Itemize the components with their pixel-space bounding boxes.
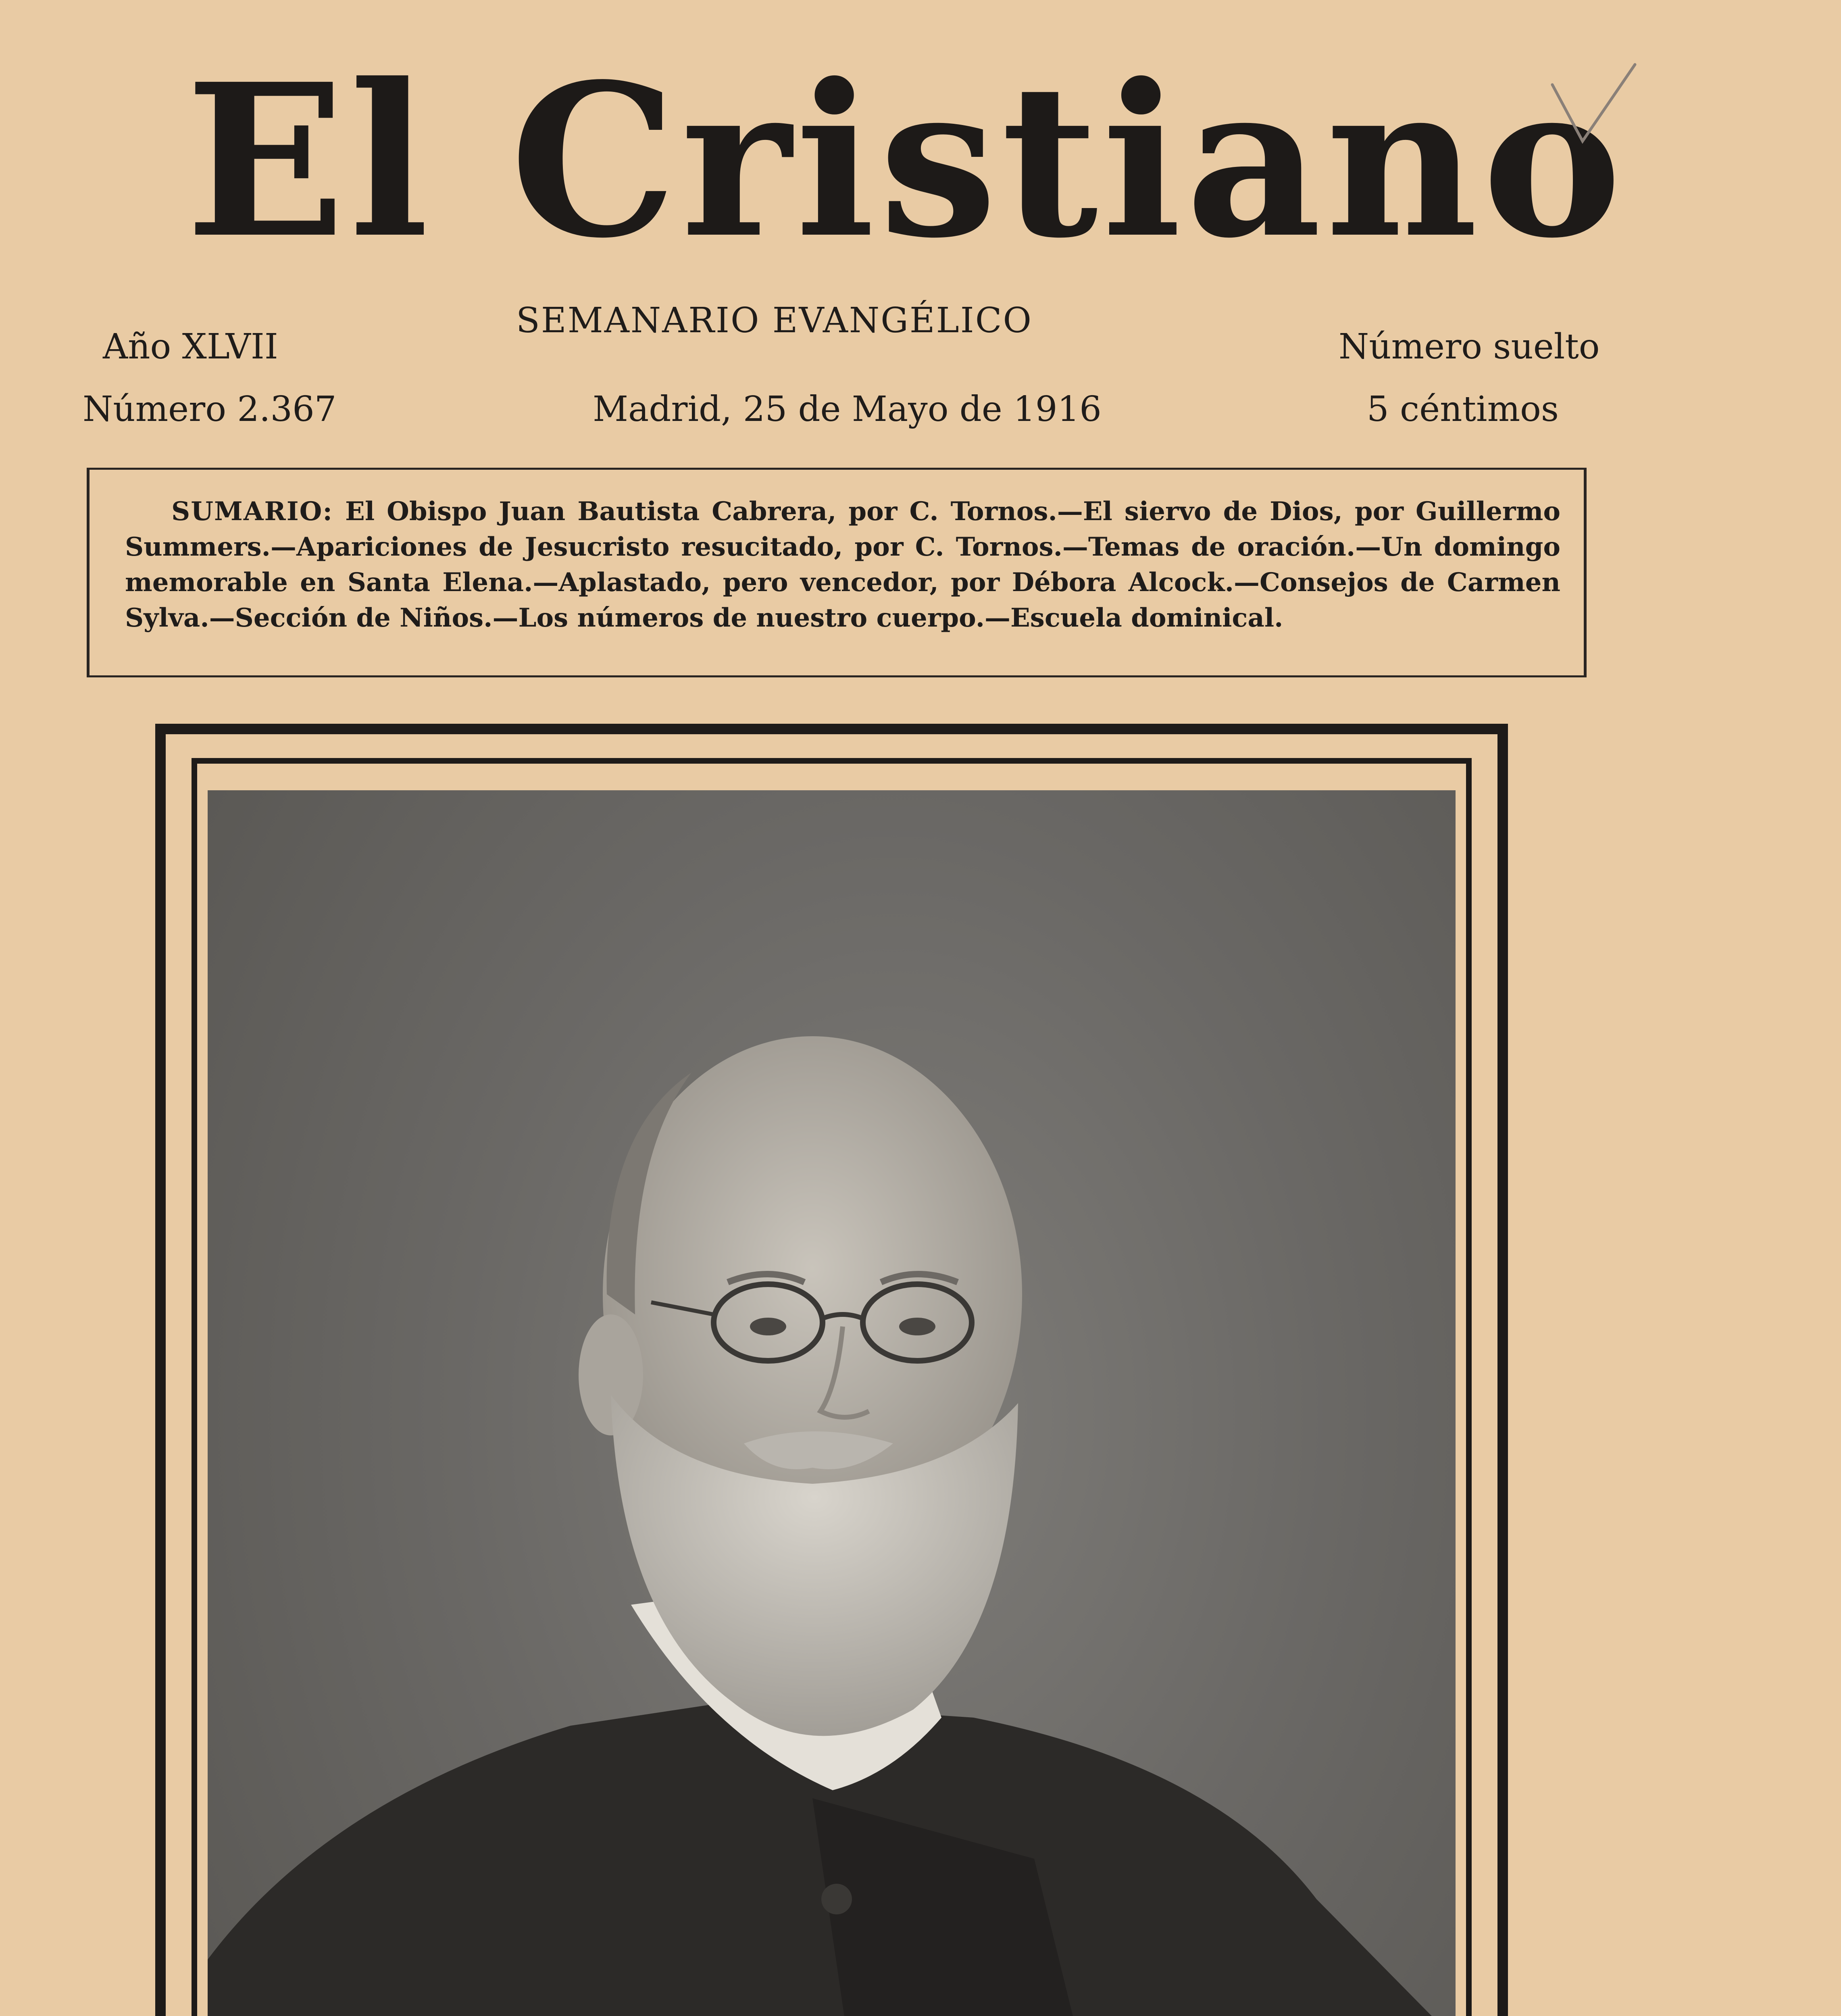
newspaper-subtitle: SEMANARIO EVANGÉLICO bbox=[516, 300, 1033, 341]
price-value: 5 céntimos bbox=[1367, 389, 1559, 429]
price-label: Número suelto bbox=[1339, 327, 1600, 367]
newspaper-title: El Cristiano bbox=[185, 38, 1626, 284]
summary-contents: El Obispo Juan Bautista Cabrera, por C. Tornos.—El siervo de Dios, por Guillermo Summers.—Apariciones de Jesucristo resucitado, por C. Tornos.—Temas de oración.—Un domingo memorable en Santa Elena.—Aplastado, pero vencedor, por Débora Alcock.—Consejos de Carmen Sylva.—Sección de Niños.—Los números de nuestro cuerpo.—Escuela dominical. bbox=[125, 496, 1561, 633]
pencil-check-mark bbox=[1544, 60, 1641, 157]
summary-text-block bbox=[125, 494, 1560, 636]
summary-label: SUMARIO: bbox=[171, 496, 333, 527]
place-date: Madrid, 25 de Mayo de 1916 bbox=[593, 389, 1102, 429]
portrait-photo bbox=[208, 790, 1456, 2016]
year-label: Año XLVII bbox=[103, 327, 278, 367]
issue-number: Número 2.367 bbox=[83, 389, 337, 429]
